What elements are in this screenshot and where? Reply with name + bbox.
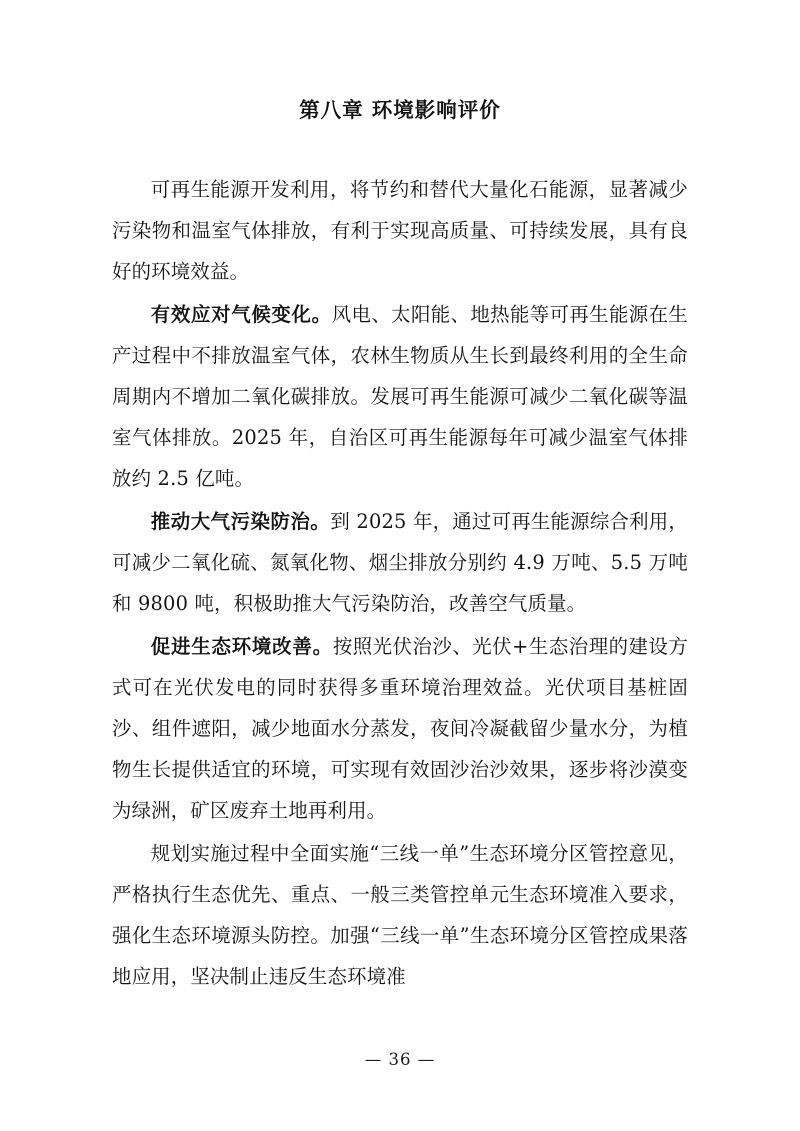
paragraph-1-text: 可再生能源开发利用，将节约和替代大量化石能源，显著减少污染物和温室气体排放，有利于实现高质量、可持续发展，具有良好的环境效益。 [112, 177, 688, 283]
document-body [112, 96, 688, 999]
paragraph-3-lead: 推动大气污染防治。 [150, 509, 331, 533]
paragraph-3 [112, 501, 688, 624]
paragraph-5-text: 规划实施过程中全面实施“三线一单”生态环境分区管控意见，严格执行生态优先、重点、一般三类管控单元生态环境准入要求，强化生态环境源头防控。加强“三线一单”生态环境分区管控成果落地应用，坚决制止违反生态环境准 [112, 841, 688, 988]
page-number: — 36 — [364, 1050, 436, 1069]
paragraph-4-text: 按照光伏治沙、光伏+生态治理的建设方式可在光伏发电的同时获得多重环境治理效益。光伏项目基桩固沙、组件遮阳，减少地面水分蒸发，夜间冷凝截留少量水分，为植物生长提供适宜的环境，可实现有效固沙治沙效果，逐步将沙漠变为绿洲，矿区废弃土地再利用。 [112, 634, 688, 822]
paragraph-5 [112, 833, 688, 997]
paragraph-3-text: 到 2025 年，通过可再生能源综合利用，可减少二氧化硫、氮氧化物、烟尘排放分别约 4.9 万吨、5.5 万吨和 9800 吨，积极助推大气污染防治，改善空气质量。 [112, 509, 689, 615]
paragraph-2-lead: 有效应对气候变化。 [150, 302, 332, 326]
paragraph-2-text: 风电、太阳能、地热能等可再生能源在生产过程中不排放温室气体，农林生物质从生长到最终利用的全生命周期内不增加二氧化碳排放。发展可再生能源可减少二氧化碳等温室气体排放。2025 年，自治区可再生能源每年可减少温室气体排放约 2.5 亿吨。 [112, 302, 688, 490]
paragraph-2 [112, 294, 688, 499]
page-footer [0, 1050, 800, 1069]
paragraph-4 [112, 626, 688, 831]
paragraph-1 [112, 169, 688, 292]
paragraph-4-lead: 促进生态环境改善。 [150, 634, 333, 658]
page-title: 第八章 环境影响评价 [299, 98, 501, 122]
